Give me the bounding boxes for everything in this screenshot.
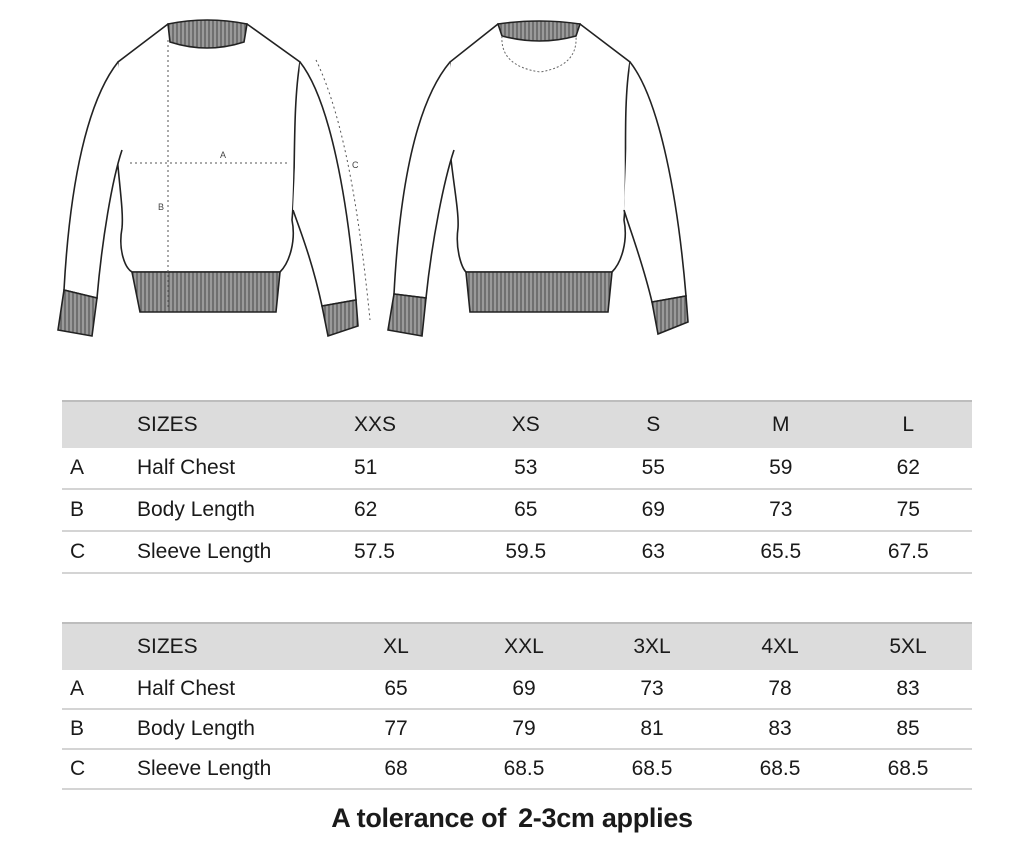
row-letter: A (70, 677, 85, 700)
row-name: Body Length (137, 498, 255, 521)
row-value: 68.5 (759, 757, 801, 780)
marker-a: A (220, 150, 227, 160)
marker-c: C (352, 160, 359, 170)
front-view (58, 20, 370, 336)
table-row (62, 670, 972, 710)
tolerance-note (0, 803, 1024, 834)
size-header: XS (511, 413, 540, 436)
row-value: 59.5 (505, 540, 547, 563)
row-letter: C (70, 757, 86, 780)
row-value: 53 (514, 456, 538, 479)
size-table-2 (62, 622, 972, 790)
size-table-1 (62, 400, 972, 574)
row-value: 59 (769, 456, 793, 479)
size-header: 3XL (633, 635, 671, 658)
row-value: 81 (640, 717, 664, 740)
marker-b: B (158, 202, 165, 212)
size-header: XXS (354, 413, 397, 436)
front-left-cuff (58, 290, 97, 336)
row-letter: B (70, 717, 85, 740)
row-value: 68.5 (887, 757, 929, 780)
row-value: 57.5 (354, 540, 395, 563)
row-letter: A (70, 456, 85, 479)
row-name: Body Length (137, 717, 255, 740)
row-value: 75 (896, 498, 920, 521)
header-label: SIZES (137, 413, 198, 436)
row-value: 65 (514, 498, 538, 521)
size-header: L (902, 413, 915, 436)
row-value: 85 (896, 717, 920, 740)
row-letter: B (70, 498, 85, 521)
row-name: Sleeve Length (137, 757, 272, 780)
row-value: 69 (512, 677, 536, 700)
table-row (62, 490, 972, 532)
row-value: 62 (896, 456, 920, 479)
table-row (62, 532, 972, 574)
row-value: 55 (641, 456, 665, 479)
size-header: M (772, 413, 790, 436)
tolerance-prefix: A tolerance of (331, 803, 507, 833)
row-letter: C (70, 540, 86, 563)
size-header: XL (383, 635, 409, 658)
back-hem-rib (466, 272, 612, 312)
row-value: 73 (640, 677, 664, 700)
size-header: XXL (504, 635, 544, 658)
row-name: Half Chest (137, 456, 236, 479)
table-row (62, 710, 972, 750)
front-collar (168, 20, 247, 48)
size-header: 5XL (889, 635, 927, 658)
table-header (62, 400, 972, 448)
row-value: 68.5 (631, 757, 673, 780)
row-value: 83 (896, 677, 920, 700)
row-value: 65 (384, 677, 408, 700)
table-header (62, 622, 972, 670)
row-name: Half Chest (137, 677, 236, 700)
tolerance-value: 2-3cm applies (518, 803, 693, 833)
front-hem-rib (132, 272, 280, 312)
row-value: 77 (384, 717, 408, 740)
size-header: 4XL (761, 635, 799, 658)
row-value: 65.5 (760, 540, 802, 563)
table-row (62, 448, 972, 490)
row-value: 62 (354, 498, 378, 521)
row-value: 69 (641, 498, 665, 521)
row-value: 68.5 (503, 757, 545, 780)
sweatshirt-illustration (0, 0, 1024, 370)
row-value: 67.5 (887, 540, 929, 563)
row-value: 83 (768, 717, 792, 740)
size-header: S (646, 413, 661, 436)
back-left-cuff (388, 294, 426, 336)
row-name: Sleeve Length (137, 540, 272, 563)
back-right-cuff (652, 296, 688, 334)
row-value: 73 (769, 498, 793, 521)
row-value: 68 (384, 757, 408, 780)
row-value: 78 (768, 677, 792, 700)
row-value: 79 (512, 717, 536, 740)
header-label: SIZES (137, 635, 198, 658)
row-value: 63 (641, 540, 665, 563)
back-collar (498, 21, 580, 41)
back-view (388, 21, 688, 336)
row-value: 51 (354, 456, 378, 479)
front-right-cuff (322, 300, 358, 336)
table-row (62, 750, 972, 790)
